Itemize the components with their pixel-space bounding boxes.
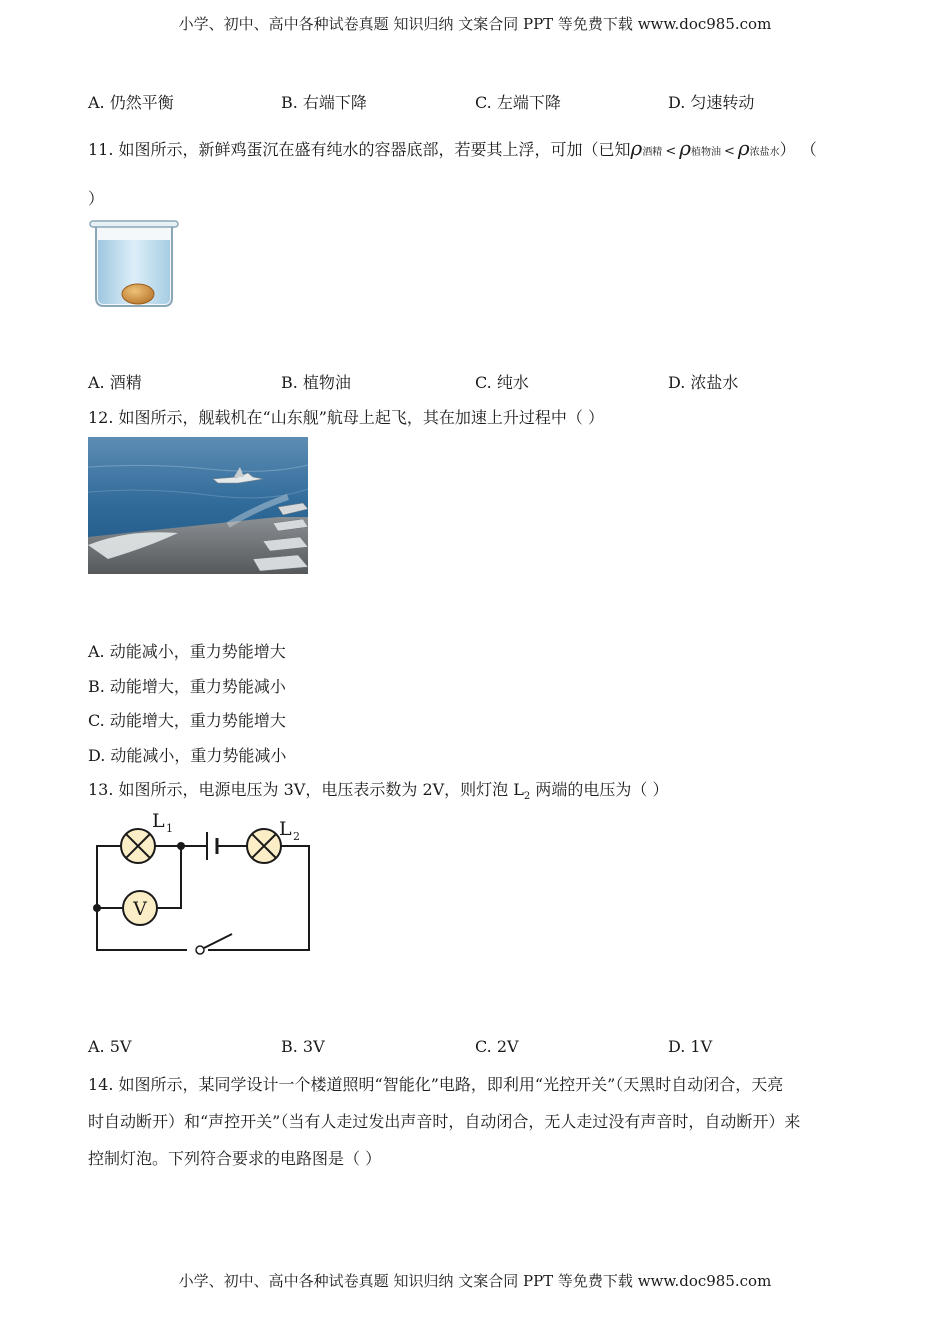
q10-option-d: D. 匀速转动 bbox=[668, 93, 755, 112]
q11-stem-end: ） （ bbox=[779, 140, 817, 159]
rho-subscript: 植物油 bbox=[690, 147, 721, 158]
egg-shape bbox=[122, 284, 154, 304]
rho-subscript: 酒精 bbox=[642, 147, 663, 158]
rho-symbol: ρ bbox=[737, 136, 750, 160]
q11-option-c: C. 纯水 bbox=[475, 373, 529, 392]
lamp-l1-label: L bbox=[152, 810, 165, 832]
q11-option-b: B. 植物油 bbox=[281, 373, 351, 392]
lamp-l2-label: L bbox=[279, 818, 292, 840]
q10-option-c: C. 左端下降 bbox=[475, 93, 561, 112]
lamp-l2-icon bbox=[247, 829, 281, 863]
q10-option-a: A. 仍然平衡 bbox=[88, 93, 174, 112]
q13-option-a: A. 5V bbox=[88, 1037, 132, 1056]
q14-stem-line1: 14. 如图所示，某同学设计一个楼道照明“智能化”电路，即利用“光控开关”（天黑时自动闭合，天亮 bbox=[88, 1075, 784, 1094]
page-header: 小学、初中、高中各种试卷真题 知识归纳 文案合同 PPT 等免费下载 www.doc985.com bbox=[178, 15, 772, 33]
carrier-jet-photo bbox=[88, 437, 308, 574]
switch-blade bbox=[204, 934, 232, 948]
q11-option-a: A. 酒精 bbox=[88, 373, 142, 392]
q11-option-d: D. 浓盐水 bbox=[668, 373, 739, 392]
beaker-egg-figure bbox=[86, 218, 182, 310]
page-footer: 小学、初中、高中各种试卷真题 知识归纳 文案合同 PPT 等免费下载 www.doc985.com bbox=[178, 1272, 772, 1290]
switch-pivot bbox=[196, 946, 204, 954]
q12-option-b: B. 动能增大，重力势能减小 bbox=[88, 677, 286, 696]
q13-option-b: B. 3V bbox=[281, 1037, 325, 1056]
q13-stem-text: 13. 如图所示，电源电压为 3V，电压表示数为 2V，则灯泡 L bbox=[88, 780, 524, 799]
rho-subscript: 浓盐水 bbox=[749, 147, 780, 158]
junction-dot bbox=[177, 842, 185, 850]
q12-option-d: D. 动能减小，重力势能减小 bbox=[88, 746, 287, 765]
q11-stem bbox=[88, 136, 817, 160]
q11-stem-text: 11. 如图所示，新鲜鸡蛋沉在盛有纯水的容器底部，若要其上浮，可加（已知 bbox=[88, 140, 631, 159]
less-than-sign: < bbox=[665, 144, 677, 159]
q14-stem-line3: 控制灯泡。下列符合要求的电路图是（ ） bbox=[88, 1149, 382, 1168]
voltmeter-label: V bbox=[133, 898, 147, 920]
q13-option-c: C. 2V bbox=[475, 1037, 519, 1056]
q13-stem bbox=[88, 777, 668, 802]
junction-dot bbox=[93, 904, 101, 912]
lamp-l1-subscript: 1 bbox=[166, 822, 173, 835]
q12-option-a: A. 动能减小，重力势能增大 bbox=[88, 642, 286, 661]
q12-option-c: C. 动能增大，重力势能增大 bbox=[88, 711, 286, 730]
q13-option-d: D. 1V bbox=[668, 1037, 713, 1056]
less-than-sign: < bbox=[723, 144, 735, 159]
q10-option-b: B. 右端下降 bbox=[281, 93, 367, 112]
q12-stem: 12. 如图所示，舰载机在“山东舰”航母上起飞，其在加速上升过程中（ ） bbox=[88, 408, 604, 427]
rho-symbol: ρ bbox=[630, 136, 643, 160]
q13-stem-text-end: 两端的电压为（ ） bbox=[530, 780, 669, 799]
q11-stem-close: ） bbox=[88, 189, 105, 208]
q14-stem-line2: 时自动断开）和“声控开关”（当有人走过发出声音时，自动闭合，无人走过没有声音时，自动断开）来 bbox=[88, 1112, 801, 1131]
lamp-l1-icon bbox=[121, 829, 155, 863]
rho-symbol: ρ bbox=[679, 136, 691, 160]
q13-stem-subscript: 2 bbox=[523, 791, 531, 803]
circuit-diagram bbox=[90, 810, 320, 960]
lamp-l2-subscript: 2 bbox=[293, 830, 300, 843]
